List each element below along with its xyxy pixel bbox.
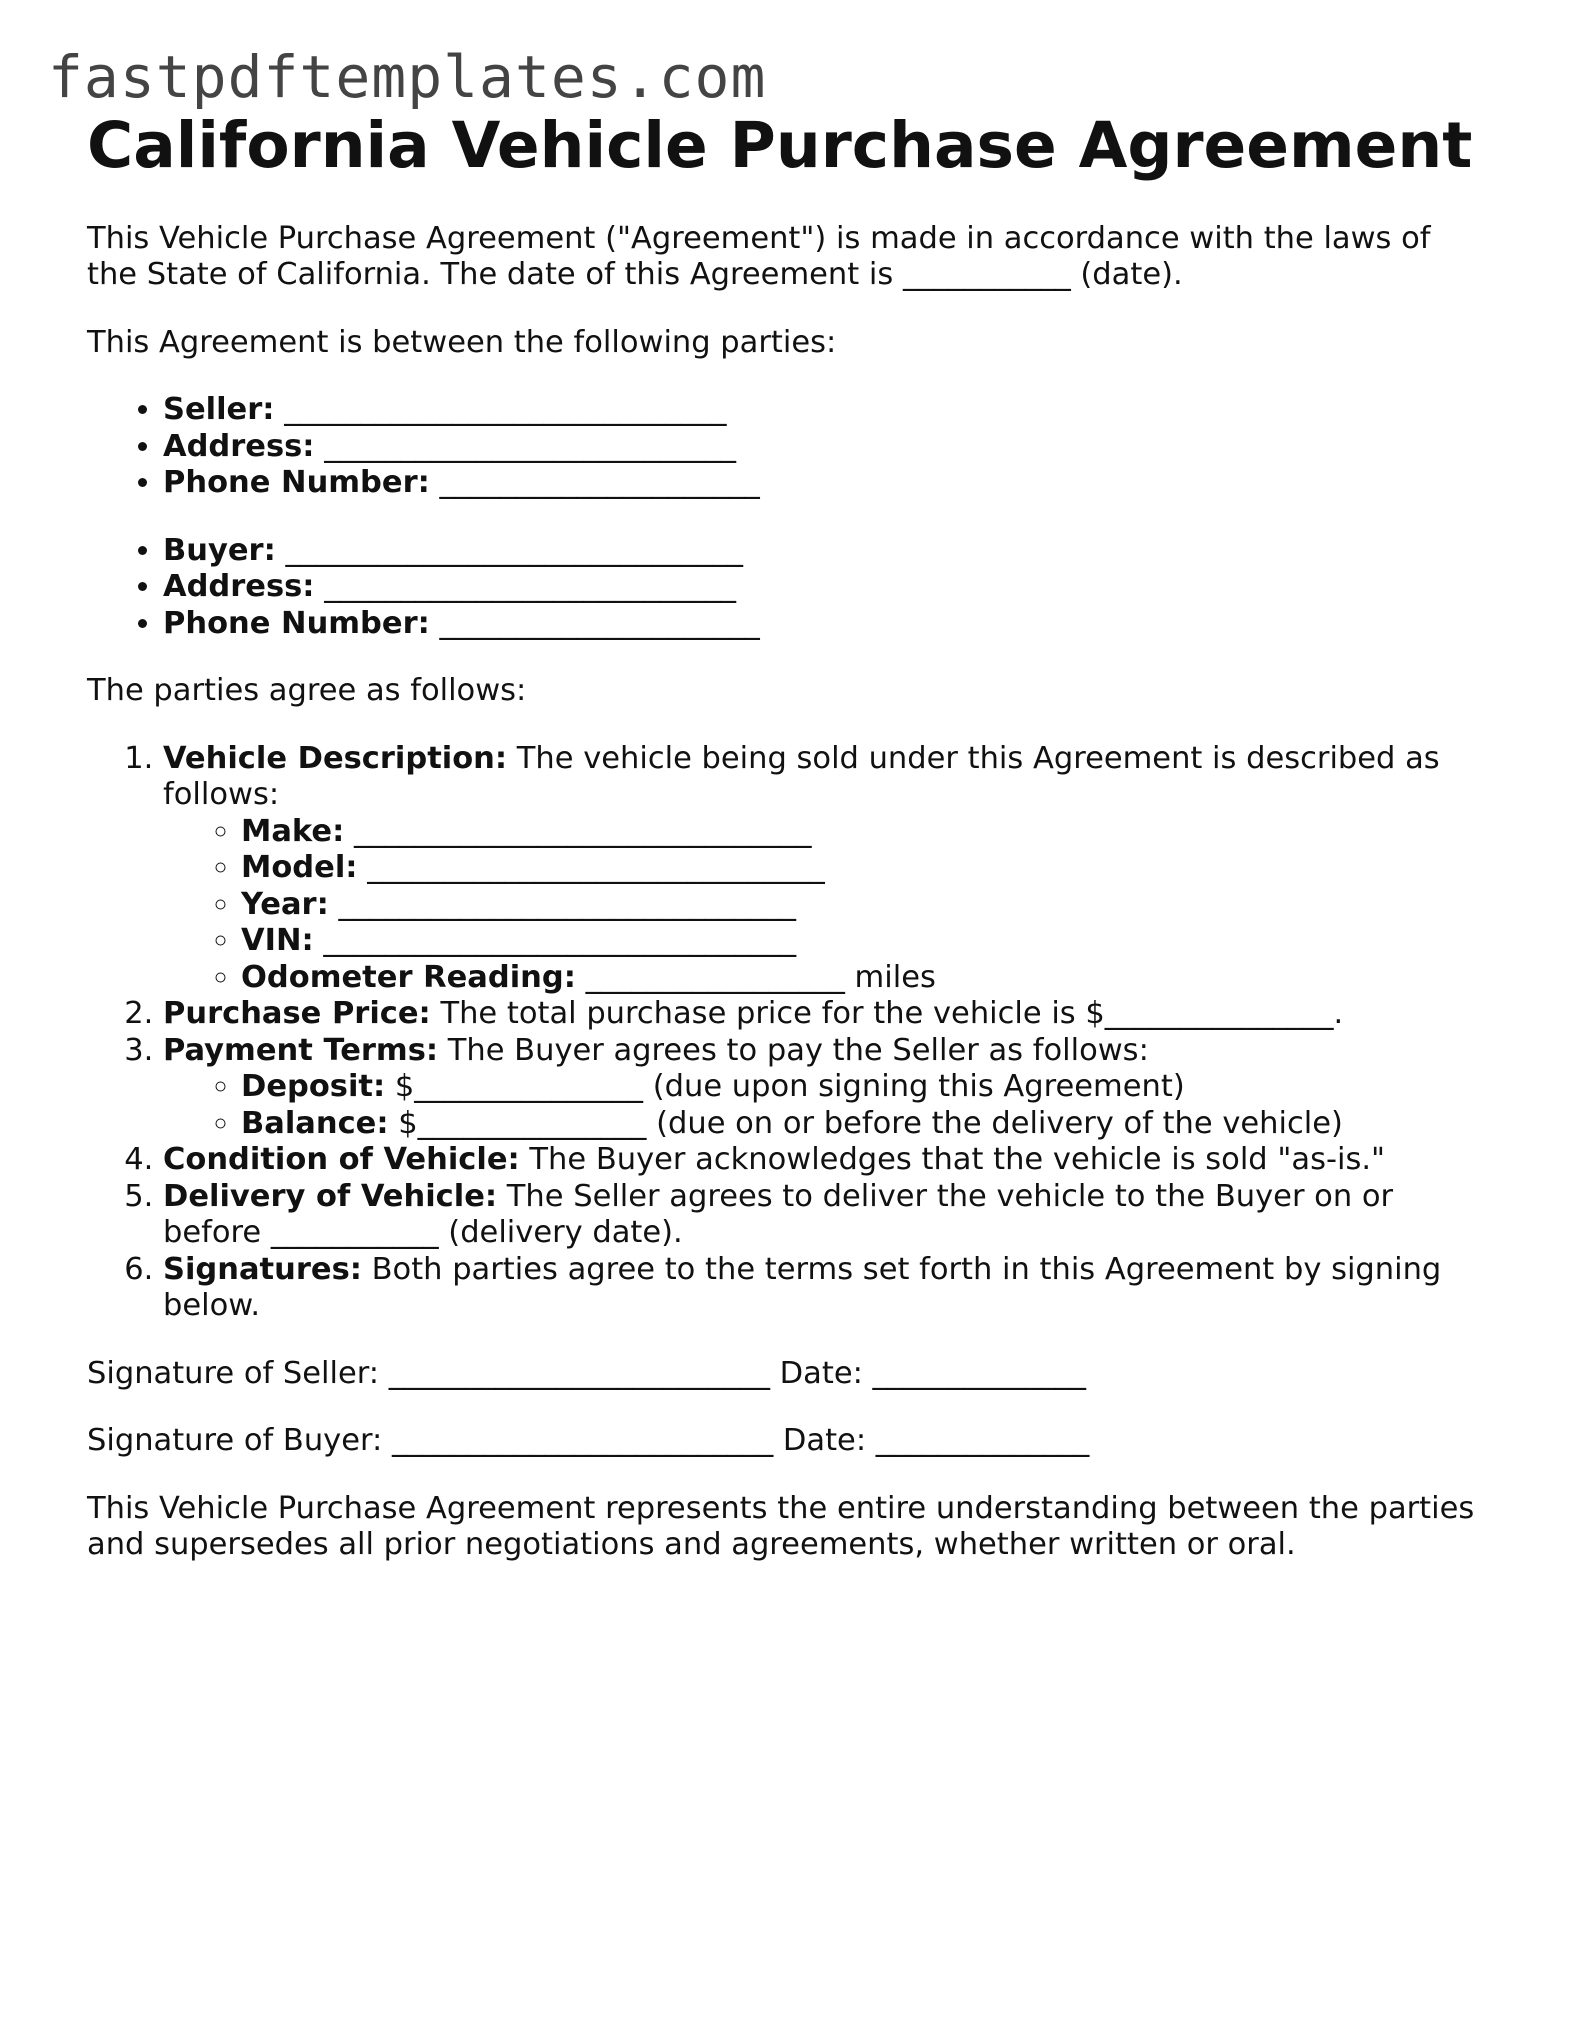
term-condition-text: The Buyer acknowledges that the vehicle is sold "as-is." <box>529 1142 1386 1178</box>
vehicle-vin-label: VIN: <box>241 923 314 959</box>
seller-list <box>87 392 1487 502</box>
term-payment-label: Payment Terms: <box>163 1032 439 1068</box>
seller-name-label: Seller: <box>163 392 275 428</box>
closing-paragraph: This Vehicle Purchase Agreement represents the entire understanding between the parties and supersedes all prior negotiations and agreements, whether written or oral. <box>87 1490 1475 1563</box>
payment-deposit-item <box>241 1069 1487 1106</box>
term-signatures-label: Signatures: <box>163 1251 362 1287</box>
buyer-phone-label: Phone Number: <box>163 605 430 641</box>
seller-phone-blank: _____________________ <box>439 465 760 501</box>
term-vehicle-label: Vehicle Description: <box>163 740 508 776</box>
vehicle-make-label: Make: <box>241 813 345 849</box>
vehicle-odometer-item <box>241 960 1487 997</box>
buyer-address-blank: ___________________________ <box>324 569 736 605</box>
payment-details-list <box>163 1069 1487 1142</box>
buyer-name-item <box>163 533 1487 570</box>
seller-phone-item <box>163 465 1487 502</box>
payment-deposit-label: Deposit: <box>241 1069 386 1105</box>
seller-name-item <box>163 392 1487 429</box>
term-delivery-label: Delivery of Vehicle: <box>163 1178 498 1214</box>
term-vehicle-description <box>163 741 1487 997</box>
buyer-phone-item <box>163 606 1487 643</box>
buyer-name-label: Buyer: <box>163 532 276 568</box>
term-condition <box>163 1142 1487 1179</box>
term-price-label: Purchase Price: <box>163 996 431 1032</box>
agree-intro: The parties agree as follows: <box>87 673 527 709</box>
vehicle-odometer-unit: miles <box>854 959 936 995</box>
payment-balance-label: Balance: <box>241 1105 389 1141</box>
vehicle-year-item <box>241 887 1487 924</box>
term-vehicle-text: The vehicle being sold under this Agreement is described as follows: <box>163 740 1440 813</box>
payment-deposit-text: $_______________ (due upon signing this Agreement) <box>394 1069 1185 1105</box>
term-purchase-price <box>163 996 1487 1033</box>
payment-balance-item <box>241 1106 1487 1143</box>
seller-address-blank: ___________________________ <box>324 428 736 464</box>
term-signatures <box>163 1252 1487 1325</box>
buyer-name-blank: ______________________________ <box>285 532 743 568</box>
watermark-logo: fastpdftemplates.com <box>48 43 767 111</box>
seller-phone-label: Phone Number: <box>163 465 430 501</box>
document-page <box>87 108 1487 1564</box>
buyer-address-label: Address: <box>163 569 315 605</box>
vehicle-details-list <box>163 814 1487 997</box>
term-condition-label: Condition of Vehicle: <box>163 1142 520 1178</box>
vehicle-odometer-label: Odometer Reading: <box>241 959 576 995</box>
seller-signature-line: Signature of Seller: _________________________ Date: ______________ <box>87 1355 1087 1391</box>
vehicle-odometer-blank: _________________ <box>585 959 845 995</box>
vehicle-vin-blank: _______________________________ <box>323 923 797 959</box>
buyer-phone-blank: _____________________ <box>439 605 760 641</box>
payment-balance-text: $_______________ (due on or before the delivery of the vehicle) <box>398 1105 1343 1141</box>
term-payment-terms <box>163 1033 1487 1143</box>
buyer-address-item <box>163 569 1487 606</box>
vehicle-make-blank: ______________________________ <box>353 813 812 849</box>
intro-paragraph: This Vehicle Purchase Agreement ("Agreement") is made in accordance with the laws of the State of California. The date of this Agreement is ___________ (date). <box>87 220 1431 293</box>
term-payment-text: The Buyer agrees to pay the Seller as follows: <box>447 1032 1149 1068</box>
vehicle-model-item <box>241 850 1487 887</box>
vehicle-model-blank: ______________________________ <box>367 850 825 886</box>
vehicle-model-label: Model: <box>241 850 358 886</box>
term-signatures-text: Both parties agree to the terms set forth in this Agreement by signing below. <box>163 1251 1442 1324</box>
vehicle-make-item <box>241 814 1487 851</box>
term-delivery <box>163 1179 1487 1252</box>
buyer-signature-line: Signature of Buyer: _________________________ Date: ______________ <box>87 1423 1090 1459</box>
vehicle-vin-item <box>241 923 1487 960</box>
vehicle-year-blank: ______________________________ <box>338 886 796 922</box>
seller-name-blank: _____________________________ <box>284 392 727 428</box>
parties-intro: This Agreement is between the following parties: <box>87 324 837 360</box>
seller-address-item <box>163 429 1487 466</box>
document-title: California Vehicle Purchase Agreement <box>87 109 1473 182</box>
vehicle-year-label: Year: <box>241 886 329 922</box>
term-delivery-text: The Seller agrees to deliver the vehicle to the Buyer on or before ___________ (delivery date). <box>163 1178 1394 1251</box>
buyer-list <box>87 533 1487 643</box>
terms-list <box>87 741 1487 1325</box>
term-price-text: The total purchase price for the vehicle is $_______________. <box>440 996 1344 1032</box>
seller-address-label: Address: <box>163 428 315 464</box>
